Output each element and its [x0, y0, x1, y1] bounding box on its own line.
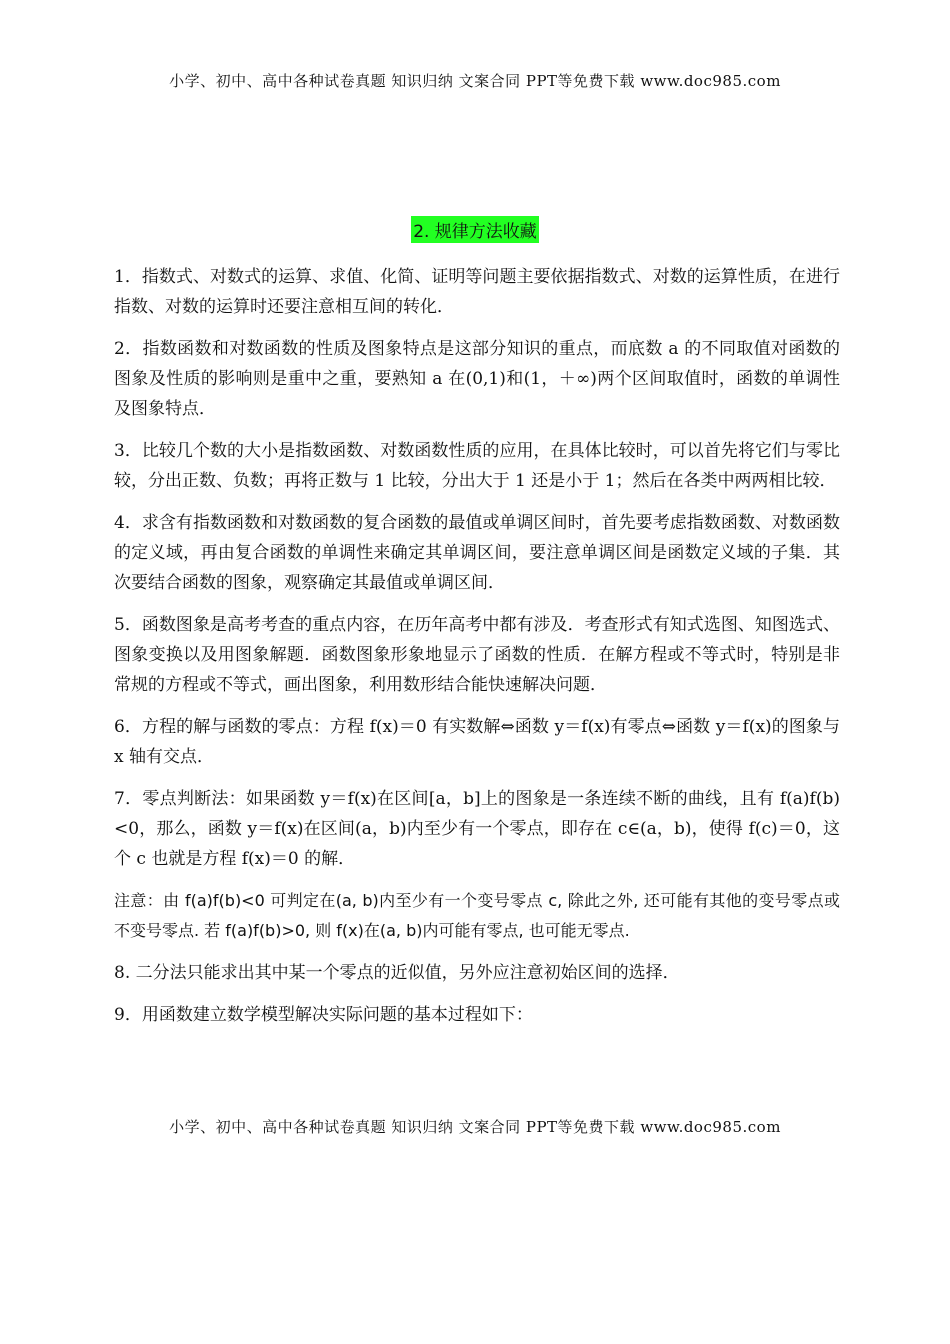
note-paragraph: 注意：由 f(a)f(b)<0 可判定在(a, b)内至少有一个变号零点 c, 除此之外, 还可能有其他的变号零点或不变号零点. 若 f(a)f(b)>0, 则 f(x)在(a, b)内可能有零点, 也可能无零点.: [114, 891, 840, 940]
paragraph-9: 9．用函数建立数学模型解决实际问题的基本过程如下：: [114, 1005, 533, 1025]
paragraph-4: 4．求含有指数函数和对数函数的复合函数的最值或单调区间时，首先要考虑指数函数、对数函数的定义域，再由复合函数的单调性来确定其单调区间，要注意单调区间是函数定义域的子集．其次要结合函数的图象，观察确定其最值或单调区间．: [114, 513, 840, 593]
paragraph-7: 7．零点判断法：如果函数 y＝f(x)在区间[a，b]上的图象是一条连续不断的曲线，且有 f(a)f(b)<0，那么，函数 y＝f(x)在区间(a，b)内至少有一个零点，即存在 c∈(a，b)，使得 f(c)＝0，这个 c 也就是方程 f(x)＝0 的解．: [114, 789, 840, 869]
paragraph-2: 2．指数函数和对数函数的性质及图象特点是这部分知识的重点，而底数 a 的不同取值对函数的图象及性质的影响则是重中之重，要熟知 a 在(0,1)和(1，＋∞)两个区间取值时，函数的单调性及图象特点．: [114, 339, 840, 419]
paragraph-5: 5．函数图象是高考考查的重点内容，在历年高考中都有涉及．考查形式有知式选图、知图选式、图象变换以及用图象解题．函数图象形象地显示了函数的性质．在解方程或不等式时，特别是非常规的方程或不等式，画出图象，利用数形结合能快速解决问题．: [114, 615, 840, 695]
page-header: 小学、初中、高中各种试卷真题 知识归纳 文案合同 PPT等免费下载 www.doc985.com: [169, 72, 781, 90]
paragraph-8: 8. 二分法只能求出其中某一个零点的近似值，另外应注意初始区间的选择．: [114, 963, 680, 983]
page-footer: 小学、初中、高中各种试卷真题 知识归纳 文案合同 PPT等免费下载 www.doc985.com: [169, 1118, 781, 1136]
paragraph-3: 3．比较几个数的大小是指数函数、对数函数性质的应用，在具体比较时，可以首先将它们与零比较，分出正数、负数；再将正数与 1 比较，分出大于 1 还是小于 1；然后在各类中两两相比较．: [114, 441, 840, 491]
paragraph-1: 1．指数式、对数式的运算、求值、化简、证明等问题主要依据指数式、对数的运算性质，在进行指数、对数的运算时还要注意相互间的转化．: [114, 267, 840, 317]
paragraph-6: 6．方程的解与函数的零点：方程 f(x)＝0 有实数解⇔函数 y＝f(x)有零点⇔函数 y＝f(x)的图象与 x 轴有交点．: [114, 717, 840, 767]
section-title: 2. 规律方法收藏: [411, 216, 539, 243]
content-body: [114, 262, 840, 1030]
section-title-wrap: [0, 216, 950, 243]
